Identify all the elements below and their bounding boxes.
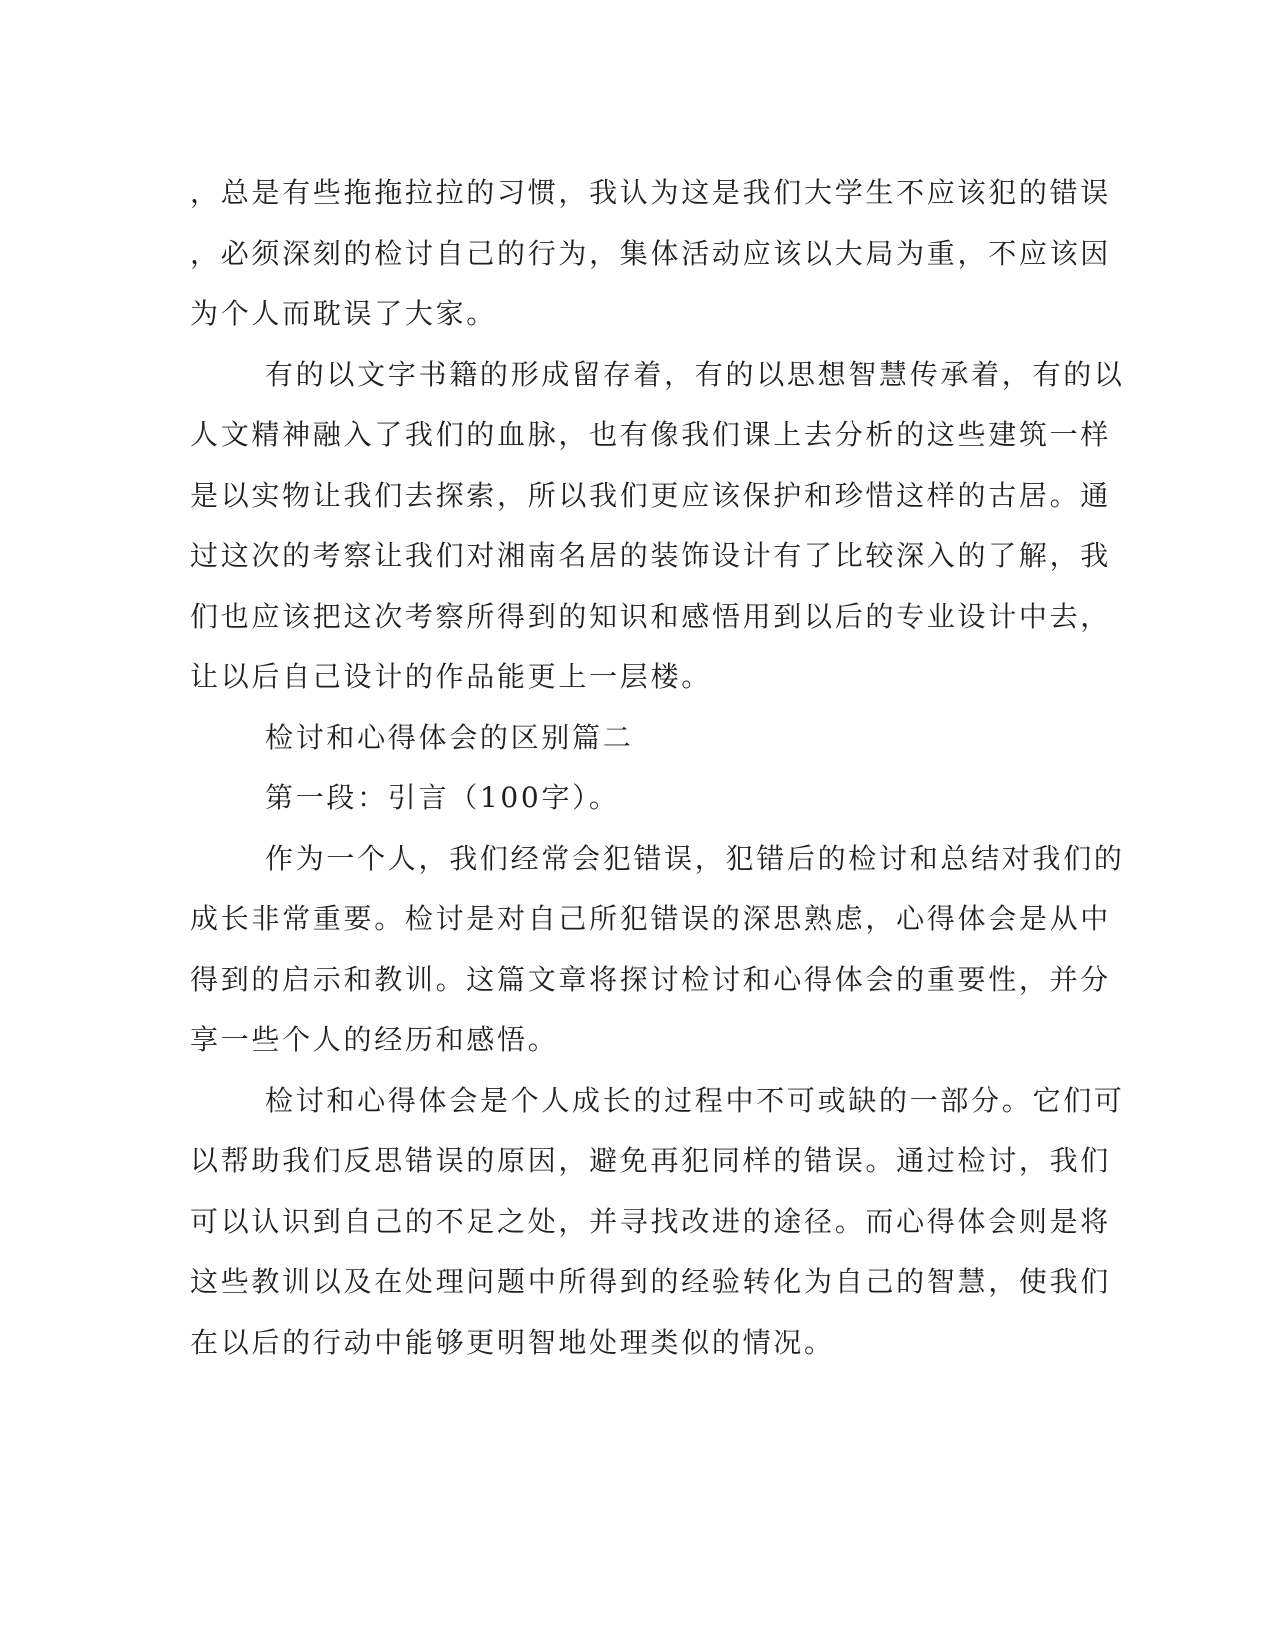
section-subheading [190,768,1090,829]
text-line: 过这次的考察让我们对湘南名居的装饰设计有了比较深入的了解，我 [190,539,1112,572]
text-line: ，总是有些拖拖拉拉的习惯，我认为这是我们大学生不应该犯的错误 [190,176,1112,209]
text-line: 人文精神融入了我们的血脉，也有像我们课上去分析的这些建筑一样 [190,418,1112,451]
paragraph [190,829,1125,1071]
section-heading [190,708,1090,769]
text-line: 是以实物让我们去探索，所以我们更应该保护和珍惜这样的古居。通 [190,478,1112,512]
paragraph [190,345,1125,708]
text-line: 得到的启示和教训。这篇文章将探讨检讨和心得体会的重要性，并分 [190,962,1112,996]
text-line: 检讨和心得体会是个人成长的过程中不可或缺的一部分。它们可 [265,1083,1125,1117]
text-line: 有的以文字书籍的形成留存着，有的以思想智慧传承着，有的以 [265,357,1125,391]
section-heading-text: 检讨和心得体会的区别篇二 [265,720,634,754]
paragraph-continuation [190,163,1112,345]
document-body [190,163,1125,1373]
text-line: 让以后自己设计的作品能更上一层楼。 [190,660,712,693]
text-line: 成长非常重要。检讨是对自己所犯错误的深思熟虑，心得体会是从中 [190,902,1112,935]
text-line: 享一些个人的经历和感悟。 [190,1023,559,1056]
text-line: ，必须深刻的检讨自己的行为，集体活动应该以大局为重，不应该因 [190,236,1112,270]
section-subheading-text: 第一段：引言（100字）。 [265,781,620,814]
text-line: 在以后的行动中能够更明智地处理类似的情况。 [190,1325,835,1359]
text-line: 们也应该把这次考察所得到的知识和感悟用到以后的专业设计中去， [190,599,1112,633]
text-line: 这些教训以及在处理问题中所得到的经验转化为自己的智慧，使我们 [190,1265,1112,1298]
paragraph [190,1071,1125,1374]
text-line: 可以认识到自己的不足之处，并寻找改进的途径。而心得体会则是将 [190,1204,1112,1238]
text-line: 以帮助我们反思错误的原因，避免再犯同样的错误。通过检讨，我们 [190,1144,1112,1177]
text-line: 为个人而耽误了大家。 [190,297,498,330]
text-line: 作为一个人，我们经常会犯错误，犯错后的检讨和总结对我们的 [265,841,1125,875]
